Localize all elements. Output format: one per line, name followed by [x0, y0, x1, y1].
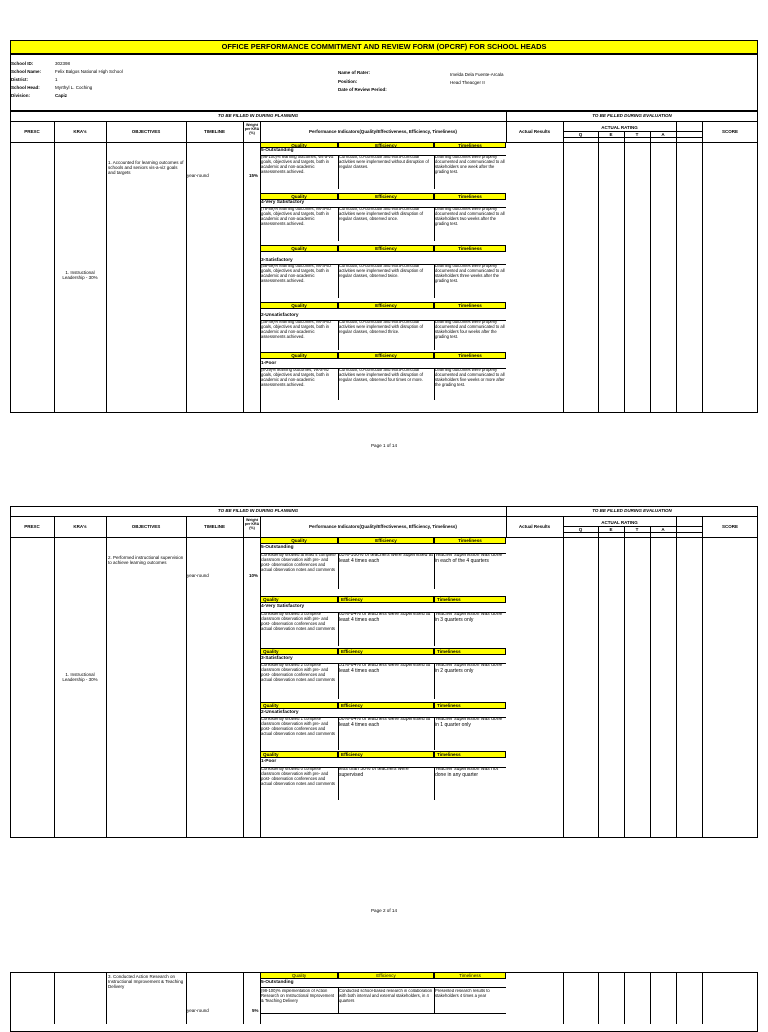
quality-text: Consistently showed 3 complete classroom observation with pre- and post- observation conferences and actual observation notes and comments	[261, 612, 336, 631]
efficiency-label: Efficiency	[338, 702, 434, 709]
timeliness-text: Teacher supervision was done in 1 quarter only	[435, 717, 503, 728]
division-value: Capiz	[55, 93, 68, 98]
rating-e-header: E	[609, 132, 613, 137]
timeline-cell: year-round	[187, 1008, 209, 1013]
timeliness-label: Timeliness	[434, 245, 506, 252]
score-header: SCORE	[721, 129, 738, 134]
efficiency-label: Efficiency	[338, 537, 434, 544]
quality-label: Quality	[260, 537, 338, 544]
actual-rating-header: ACTUAL RATING	[601, 125, 638, 130]
level-name: 2-Unsatisfactory	[261, 313, 299, 318]
efficiency-label: Efficiency	[338, 193, 434, 200]
quality-label: Quality	[260, 302, 338, 309]
position-value: Head Theacger II	[450, 80, 485, 85]
page-number: Page 2 of 14	[370, 908, 398, 913]
actual-results-header: Actual Results	[518, 129, 551, 134]
level-name: 4-Very Satisfactory	[261, 604, 305, 609]
level-name: 1-Poor	[261, 759, 277, 764]
timeliness-text: Learning outcomes were properly documented and communicated to all stakeholders three weeks after the grading test.	[435, 264, 505, 283]
kra-cell: 1. Instructional Leadership - 30%	[62, 270, 98, 281]
timeline-cell: year-round	[187, 573, 209, 578]
quality-label: Quality	[260, 648, 338, 655]
timeliness-label: Timeliness	[434, 648, 506, 655]
efficiency-text: 85%-100% of teachers were supervised at least 4 times each	[339, 553, 433, 564]
level-name: 5-Outstanding	[261, 980, 294, 985]
quality-text: Consistently showed 1 complete classroom observation with pre- and post- observation conferences and actual observation notes and comments	[261, 717, 336, 736]
timeliness-label: Timeliness	[434, 302, 506, 309]
timeliness-text: Teacher supervision was done in each of the 4 quarters	[435, 553, 503, 564]
efficiency-label: Efficiency	[338, 245, 434, 252]
school-id-label: School ID:	[11, 61, 34, 66]
kra-cell: 1. Instructional Leadership - 30%	[62, 672, 98, 683]
timeline-cell: year-round	[187, 173, 209, 178]
district-label: District:	[11, 77, 29, 82]
rating-e-header: E	[609, 527, 613, 532]
quality-label: Quality	[260, 972, 338, 979]
form-title: OFFICE PERFORMANCE COMMITMENT AND REVIEW FORM (OPCRF) FOR SCHOOL HEADS	[10, 40, 758, 54]
level-name: 4-Very Satisfactory	[261, 200, 305, 205]
rater-label: Name of Rater:	[338, 70, 371, 75]
timeliness-label: Timeliness	[434, 193, 506, 200]
district-value: 1	[55, 77, 58, 82]
weight-header: Weight per KRA (%)	[244, 123, 260, 136]
efficiency-label: Efficiency	[338, 751, 434, 758]
efficiency-label: Efficiency	[338, 648, 434, 655]
quality-label: Quality	[260, 142, 338, 148]
objective-cell: 2. Performed instructional supervision to achieve learning outcomes	[108, 555, 184, 566]
indicators-header: Performance Indicators(Quality/Effectiveness, Efficiency, Timeliness)	[309, 129, 457, 134]
timeliness-text: Learning outcomes were properly documented and communicated to all stakeholders five weeks or more after the grading test.	[435, 368, 505, 387]
quality-label: Quality	[260, 751, 338, 758]
timeliness-text: Learning outcomes were properly documented and communicated to all stakeholders four weeks after the grading test.	[435, 320, 505, 339]
objectives-header: OBJECTIVES	[131, 129, 161, 134]
timeliness-label: Timeliness	[434, 596, 506, 603]
efficiency-text: 50%-64% of teachers were supervised at least 4 times each	[339, 717, 431, 728]
quality-text: (38-49)% learning outcomes, vis-a-viz goals, objectives and targets, both in academic and non-academic assessments achieved.	[261, 320, 332, 339]
rating-q-header: Q	[578, 527, 583, 532]
school-head-value: Myrthyl L. Coching	[55, 85, 93, 90]
timeliness-label: Timeliness	[434, 537, 506, 544]
quality-text: Consistently showed 2 complete classroom observation with pre- and post- observation conferences and actual observation notes and comments	[261, 663, 336, 682]
efficiency-text: 51%-64% of teachers were supervised at least 4 times each	[339, 663, 431, 674]
level-name: 2-Unsatisfactory	[261, 710, 299, 715]
prexc-header: PREXC	[24, 129, 40, 134]
efficiency-text: Curricular, co-curricular and extra-curricular activities were implemented with disruption of regular classes, observed twice.	[339, 264, 424, 278]
quality-label: Quality	[260, 596, 338, 603]
division-label: Division:	[11, 93, 31, 98]
weight-cell: 5%	[252, 1008, 259, 1013]
level-name: 1-Poor	[261, 361, 277, 366]
objectives-header: OBJECTIVES	[131, 524, 161, 529]
timeliness-label: Timeliness	[434, 972, 506, 979]
kras-header: KRA's	[73, 129, 87, 134]
quality-text: (78-89)% learning outcomes, vis-a-viz goals, objectives and targets, both in academic and non-academic assessments achieved.	[261, 207, 332, 226]
review-period-label: Date of Review Period:	[338, 87, 387, 92]
timeline-header: TIMELINE	[204, 524, 225, 529]
efficiency-text: Curricular, co-curricular and extra-curricular activities were implemented with disruption of regular classes, observed once.	[339, 207, 424, 221]
objective-cell: 1. Accounted for learning outcomes of schools and seniors vis-a-viz goals and targets	[108, 160, 184, 176]
planning-header: TO BE FILLED IN DURING PLANNING	[217, 508, 299, 513]
efficiency-label: Efficiency	[338, 596, 434, 603]
timeliness-label: Timeliness	[434, 352, 506, 359]
efficiency-text: 65%-84% of teachers were supervised at least 4 times each	[339, 612, 431, 623]
quality-text: Consistently showed at least 4 complete classroom observation with pre- and post- observation conferences and actual observation notes and comments	[261, 553, 336, 572]
kras-header: KRA's	[73, 524, 87, 529]
weight-cell: 10%	[249, 573, 259, 578]
school-id-value: 302398	[55, 61, 71, 66]
level-name: 3-Satisfactory	[261, 258, 293, 263]
level-name: 5-Outstanding	[261, 148, 294, 153]
score-header: SCORE	[721, 524, 738, 529]
quality-label: Quality	[260, 352, 338, 359]
level-name: 3-Satisfactory	[261, 656, 293, 661]
rating-t-header: T	[635, 527, 639, 532]
level-name: 5-Outstanding	[261, 545, 294, 550]
planning-header: TO BE FILLED IN DURING PLANNING	[217, 113, 299, 118]
indicators-header: Performance Indicators(Quality/Effectiveness, Efficiency, Timeliness)	[309, 524, 457, 529]
rating-t-header: T	[635, 132, 639, 137]
efficiency-text: Conducted school-based research in collaboration with both internal and external stakeholders, in 4 quarters	[339, 989, 433, 1003]
timeliness-text: Teacher supervision was done in 2 quarters only	[435, 663, 503, 674]
page-number: Page 1 of 14	[370, 443, 398, 448]
timeliness-label: Timeliness	[434, 751, 506, 758]
rater-value: Imelda Dela Fuente-Arcala	[450, 72, 504, 77]
timeliness-label: Timeliness	[434, 702, 506, 709]
efficiency-label: Efficiency	[338, 972, 434, 979]
objective-cell: 3. Conducted Action Research on Instructional Improvement & Teaching Delivery	[108, 974, 184, 990]
quality-text: (58-69)% learning outcomes, vis-a-viz goals, objectives and targets, both in academic and non-academic assessments achieved.	[261, 264, 332, 283]
prexc-header: PREXC	[24, 524, 40, 529]
timeliness-text: Learning outcomes were properly documented and communicated to all stakeholders one week after the grading test.	[435, 155, 505, 174]
school-info-box	[10, 54, 758, 111]
efficiency-label: Efficiency	[338, 142, 434, 148]
school-name-label: School Name:	[11, 69, 42, 74]
school-name-value: Felix Balgos National High School	[55, 69, 123, 74]
timeliness-text: Teacher supervision was not done in any quarter	[435, 767, 499, 778]
efficiency-text: Curricular, co-curricular and extra-curricular activities were implemented with disruption of regular classes, observed four times or more.	[339, 368, 424, 382]
weight-header: Weight per KRA (%)	[244, 518, 260, 531]
efficiency-label: Efficiency	[338, 302, 434, 309]
timeliness-text: Presented research results to stakeholders 4 times a year	[435, 989, 490, 998]
quality-text: Consistently showed 0 complete classroom observation with pre- and post- observation conferences and actual observation notes and comments	[261, 767, 336, 786]
efficiency-label: Efficiency	[338, 352, 434, 359]
timeliness-label: Timeliness	[434, 142, 506, 148]
quality-label: Quality	[260, 702, 338, 709]
quality-label: Quality	[260, 245, 338, 252]
actual-results-header: Actual Results	[518, 524, 551, 529]
timeliness-text: Teacher supervision was done in 3 quarters only	[435, 612, 503, 623]
efficiency-text: less than 50% of teachers were supervised	[339, 767, 409, 778]
timeliness-text: Learning outcomes were properly documented and communicated to all stakeholders two weeks after the grading test.	[435, 207, 505, 226]
weight-cell: 15%	[249, 173, 259, 178]
position-label: Position:	[338, 79, 358, 84]
rating-a-header: A	[661, 527, 665, 532]
rating-q-header: Q	[578, 132, 583, 137]
evaluation-header: TO BE FILLED DURING EVALUATION	[592, 113, 672, 118]
quality-label: Quality	[260, 193, 338, 200]
actual-rating-header: ACTUAL RATING	[601, 520, 638, 525]
rating-a-header: A	[661, 132, 665, 137]
school-head-label: School Head:	[11, 85, 40, 90]
timeline-header: TIMELINE	[204, 129, 225, 134]
quality-text: (8-29)% learning outcomes, vis-a-viz goals, objectives and targets, both in academic and non-academic assessments achieved.	[261, 368, 329, 387]
efficiency-text: Curricular, co-curricular and extra-curricular activities were implemented without disruption of regular classes.	[339, 155, 429, 169]
quality-text: (98-100)% implementation of Action Research on Instructional Improvement & Teaching Delivery	[261, 989, 335, 1003]
quality-text: (98-100)% learning outcomes, vis-a-viz goals, objectives and targets, both in academic and non-academic assessments achieved.	[261, 155, 334, 174]
evaluation-header: TO BE FILLED DURING EVALUATION	[592, 508, 672, 513]
efficiency-text: Curricular, co-curricular and extra-curricular activities were implemented with disruption of regular classes, observed thrice.	[339, 320, 424, 334]
